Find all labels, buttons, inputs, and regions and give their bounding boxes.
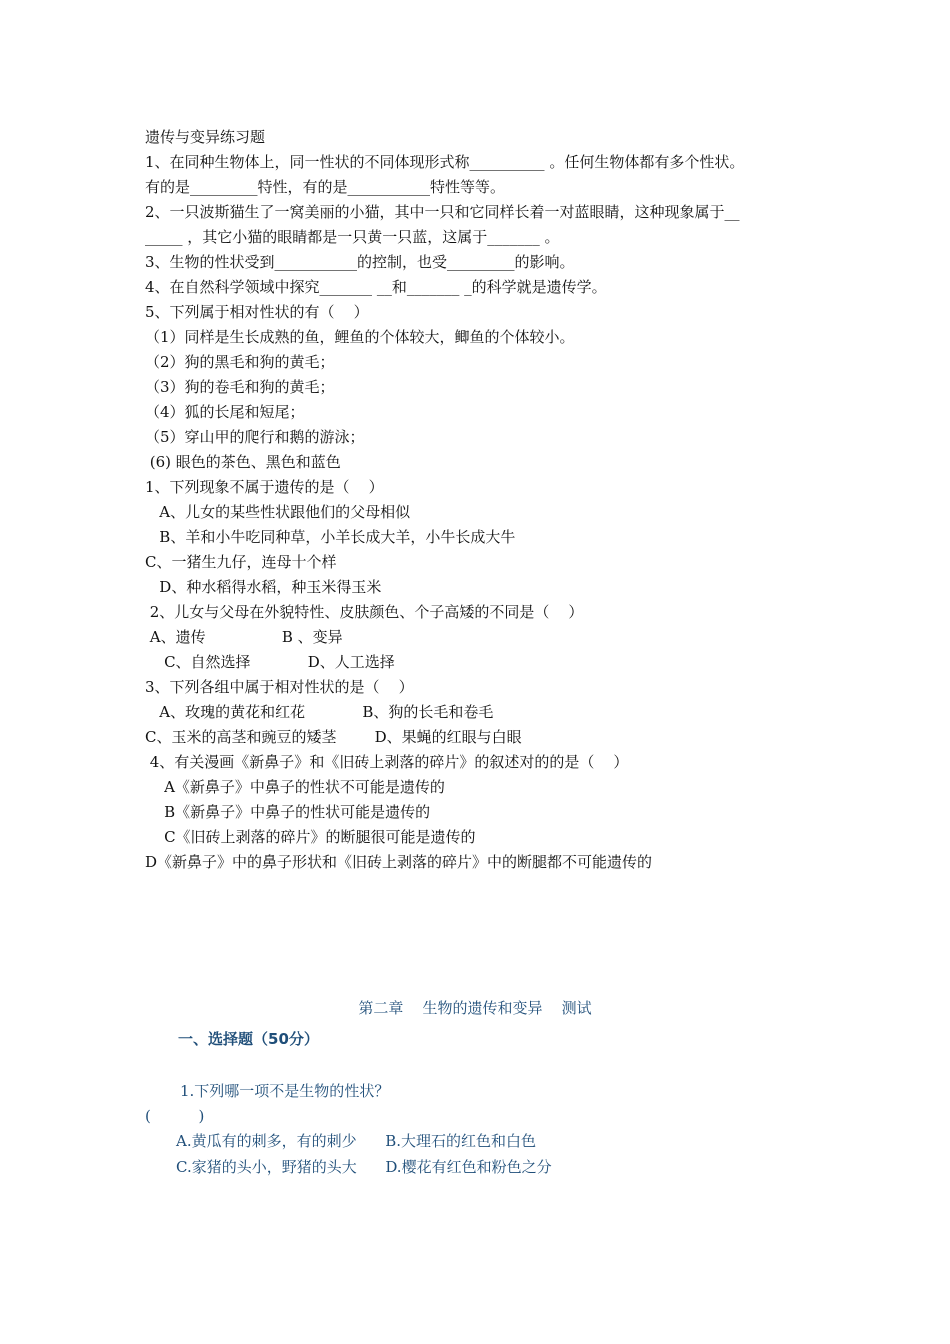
test-title: 第二章 生物的遗传和变异 测试 (358, 999, 592, 1017)
worksheet-line: （1）同样是生长成熟的鱼，鲤鱼的个体较大，鲫鱼的个体较小。 (145, 328, 575, 346)
worksheet-line: 1、下列现象不属于遗传的是（ ） (145, 478, 384, 496)
worksheet-line: A《新鼻子》中鼻子的性状不可能是遗传的 (145, 778, 445, 796)
worksheet-line: （3）狗的卷毛和狗的黄毛； (145, 378, 335, 396)
worksheet-line: 5、下列属于相对性状的有（ ） (145, 303, 369, 321)
worksheet-line: A、玫瑰的黄花和红花 B、狗的长毛和卷毛 (145, 703, 494, 721)
question-text: 1.下列哪一项不是生物的性状？ (180, 1082, 390, 1100)
worksheet-line: （4）狐的长尾和短尾； (145, 403, 305, 421)
worksheet-line: C《旧砖上剥落的碎片》的断腿很可能是遗传的 (145, 828, 476, 846)
worksheet-line: 2、一只波斯猫生了一窝美丽的小猫，其中一只和它同样长着一对蓝眼睛，这种现象属于__ (145, 203, 740, 221)
worksheet-line: 3、生物的性状受到___________的控制，也受_________的影响。 (145, 253, 575, 271)
worksheet-line: D、种水稻得水稻，种玉米得玉米 (145, 578, 382, 596)
worksheet-title: 遗传与变异练习题 (145, 128, 266, 146)
worksheet-line: C、玉米的高茎和豌豆的矮茎 D、果蝇的红眼与白眼 (145, 728, 522, 746)
worksheet-line: (6) 眼色的茶色、黑色和蓝色 (145, 453, 341, 471)
worksheet-line: 有的是_________特性，有的是___________特性等等。 (145, 178, 506, 196)
options-row: A.黄瓜有的刺多，有的刺少 B.大理石的红色和白色 (176, 1132, 537, 1150)
worksheet-line: （5）穿山甲的爬行和鹅的游泳； (145, 428, 365, 446)
worksheet-line: 4、有关漫画《新鼻子》和《旧砖上剥落的碎片》的叙述对的的是（ ） (145, 753, 629, 771)
worksheet-line: 1、在同种生物体上，同一性状的不同体现形式称__________ 。任何生物体都有多个性状。 (145, 153, 745, 171)
worksheet-line: 4、在自然科学领域中探究_______ __和_______ _的科学就是遗传学。 (145, 278, 607, 296)
worksheet-line: B、羊和小牛吃同种草，小羊长成大羊，小牛长成大牛 (145, 528, 516, 546)
worksheet-line: 3、下列各组中属于相对性状的是（ ） (145, 678, 414, 696)
worksheet-line: C、自然选择 D、人工选择 (145, 653, 395, 671)
worksheet-line: D《新鼻子》中的鼻子形状和《旧砖上剥落的碎片》中的断腿都不可能遗传的 (145, 853, 653, 871)
worksheet-line: A、遗传 B 、变异 (145, 628, 343, 646)
worksheet-line: B《新鼻子》中鼻子的性状可能是遗传的 (145, 803, 431, 821)
worksheet-line: A、儿女的某些性状跟他们的父母相似 (145, 503, 411, 521)
section-heading: 一、选择题（50分） (178, 1030, 319, 1048)
options-row: C.家猪的头小，野猪的头大 D.樱花有红色和粉色之分 (176, 1158, 552, 1176)
worksheet-line: 2、儿女与父母在外貌特性、皮肤颜色、个子高矮的不同是（ ） (145, 603, 584, 621)
worksheet-line: （2）狗的黑毛和狗的黄毛； (145, 353, 335, 371)
worksheet-line: _____ ，其它小猫的眼睛都是一只黄一只蓝，这属于_______ 。 (145, 228, 560, 246)
worksheet-line: C、一猪生九仔，连母十个样 (145, 553, 337, 571)
answer-parentheses: ( ) (145, 1107, 205, 1125)
